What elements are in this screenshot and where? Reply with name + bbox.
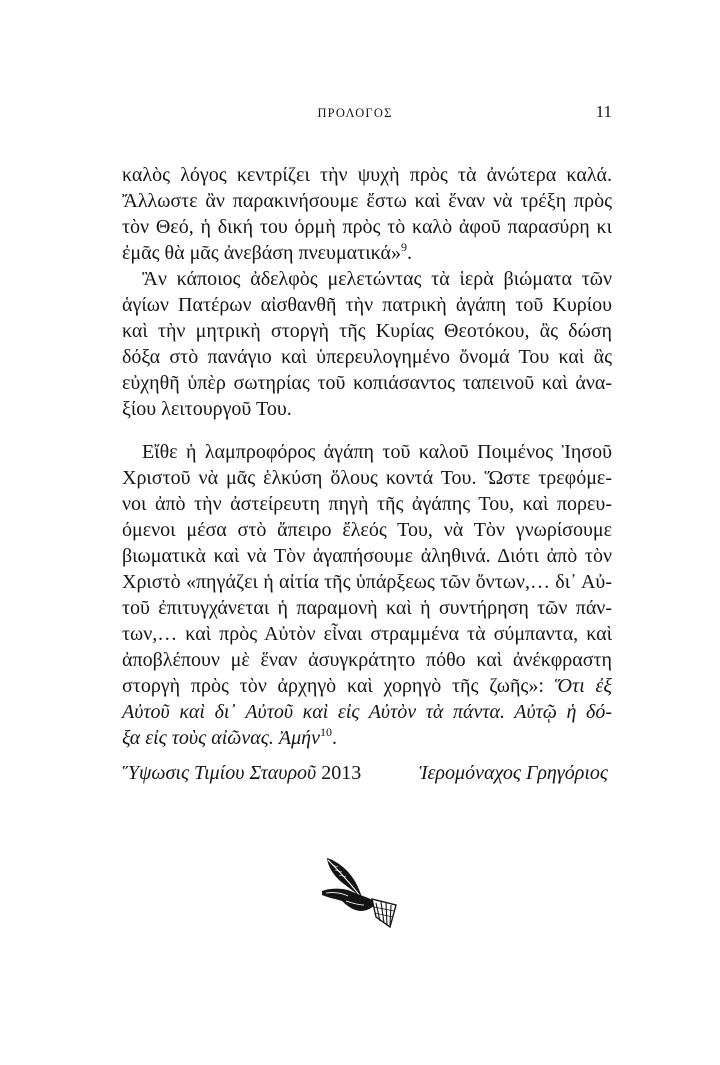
line-text — [122, 675, 612, 697]
footnote-ref: 9 — [400, 240, 407, 254]
year: 2013 — [321, 762, 362, 784]
text-line — [122, 188, 612, 214]
text-line — [122, 344, 612, 370]
feast-name: Ὕψωσις Τιμίου Σταυροῦ — [122, 762, 317, 784]
line-text — [122, 242, 412, 264]
text-line — [122, 292, 612, 318]
text-line — [122, 396, 612, 422]
line-text: Χριστὸ «πηγάζει ἡ αἰτία τῆς ὑπάρξεως τῶν ὄντων,… δι᾿ Αὐ- — [122, 571, 612, 593]
line-text: εὐχηθῆ ὑπὲρ σωτηρίας τοῦ κοπιάσαντος ταπεινοῦ καὶ ἀνα- — [122, 372, 612, 394]
text-line — [122, 725, 612, 751]
author-name: Ἱερομόναχος Γρηγόριος — [418, 762, 608, 784]
text-line — [122, 240, 612, 266]
text-line — [122, 214, 612, 240]
main-text — [122, 162, 612, 751]
paragraph-3 — [122, 439, 612, 751]
line-text: καὶ τὴν μητρικὴ στοργὴ τῆς Κυρίας Θεοτόκου, ἂς δώση — [122, 320, 612, 342]
line-text: νοι ἀπὸ τὴν ἀστείρευτη πηγὴ τῆς ἀγάπης Του, καὶ πορευ- — [122, 493, 612, 515]
line-text: . — [406, 242, 412, 264]
text-line — [122, 491, 612, 517]
text-line — [122, 543, 612, 569]
text-line — [122, 370, 612, 396]
line-text: στοργὴ πρὸς τὸν ἀρχηγὸ καὶ χορηγὸ τῆς ζωῆς»: — [122, 675, 544, 697]
text-line — [122, 569, 612, 595]
signature-line — [122, 760, 608, 786]
line-text: Εἴθε ἡ λαμπροφόρος ἀγάπη τοῦ καλοῦ Ποιμένος Ἰησοῦ — [142, 441, 612, 463]
text-line — [122, 517, 612, 543]
scripture-quote: Ὅτι ἐξ — [554, 675, 612, 697]
scripture-quote: Αὐτοῦ καὶ δι᾿ Αὐτοῦ καὶ εἰς Αὐτὸν τὰ πάντα. Αὐτῷ ἡ δό- — [122, 701, 612, 723]
line-text: ξίου λειτουργοῦ Του. — [122, 398, 292, 420]
line-text: όμενοι μέσα στὸ ἄπειρο ἔλεός Του, νὰ Τὸν γνωρίσουμε — [122, 519, 612, 541]
line-text: ἀποβλέπουν μὲ ἕναν ἀσυγκράτητο πόθο καὶ ἀνέκφραστη — [122, 649, 612, 671]
text-line — [122, 673, 612, 699]
line-text: καλὸς λόγος κεντρίζει τὴν ψυχὴ πρὸς τὰ ἀνώτερα καλά. — [122, 164, 612, 186]
line-text: ἐμᾶς θὰ μᾶς ἀνεβάση πνευματικά» — [122, 242, 401, 264]
text-line — [122, 699, 612, 725]
text-line — [122, 647, 612, 673]
footnote-ref: 10 — [319, 725, 332, 739]
line-text — [122, 727, 337, 749]
line-text: . — [331, 727, 337, 749]
date-line — [122, 760, 361, 786]
paragraph-2 — [122, 266, 612, 422]
line-text: δόξα στὸ πανάγιο καὶ ὑπερευλογημένο ὄνομά Του καὶ ἂς — [122, 346, 612, 368]
text-line — [122, 621, 612, 647]
line-text: Ἂν κάποιος ἀδελφὸς μελετώντας τὰ ἱερὰ βιώματα τῶν — [142, 268, 612, 290]
scripture-quote: ξα εἰς τοὺς αἰῶνας. Ἀμήν — [122, 727, 320, 749]
paragraph-1 — [122, 162, 612, 266]
line-text: ἁγίων Πατέρων αἰσθανθῆ τὴν πατρικὴ ἀγάπη τοῦ Κυρίου — [122, 294, 612, 316]
line-text: Ἄλλωστε ἂν παρακινήσουμε ἔστω καὶ ἕναν νὰ τρέξη πρὸς — [122, 190, 612, 212]
quill-in-hand-icon — [316, 855, 400, 929]
running-title: ΠΡΟΛΟΓΟΣ — [317, 106, 393, 120]
line-text: τοῦ ἐπιτυγχάνεται ἡ παραμονὴ καὶ ἡ συντήρηση τῶν πάν- — [122, 597, 612, 619]
page-number: 11 — [595, 102, 612, 121]
text-line — [122, 465, 612, 491]
line-text: των,… καὶ πρὸς Αὐτὸν εἶναι στραμμένα τὰ σύμπαντα, καὶ — [122, 623, 612, 645]
text-line — [122, 595, 612, 621]
text-line — [122, 162, 612, 188]
line-text: Χριστοῦ νὰ μᾶς ἑλκύση ὅλους κοντά Του. Ὥστε τρεφόμε- — [122, 467, 612, 489]
line-text: βιωματικὰ καὶ νὰ Τὸν ἀγαπήσουμε ἀληθινά. Διότι ἀπὸ τὸν — [122, 545, 612, 567]
text-line — [122, 266, 612, 292]
text-line — [122, 318, 612, 344]
text-line — [122, 439, 612, 465]
line-text: τὸν Θεό, ἡ δική του ὁρμὴ πρὸς τὸ καλὸ ἀφοῦ παρασύρη κι — [122, 216, 612, 238]
